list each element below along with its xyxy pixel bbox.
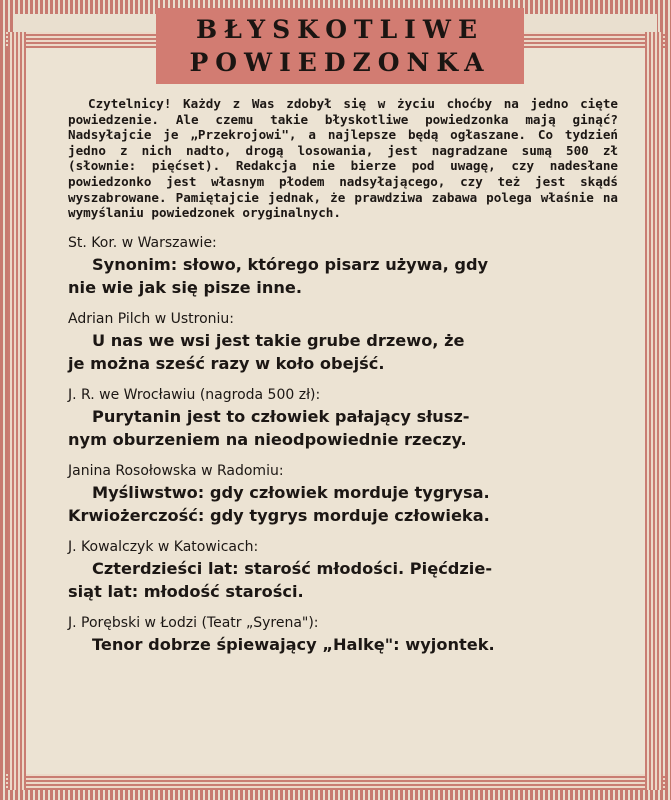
saying-line: U nas we wsi jest takie grube drzewo, że — [92, 330, 465, 350]
saying-entry — [68, 461, 618, 527]
saying-author: Janina Rosołowska w Radomiu: — [68, 462, 284, 479]
saying-entry — [68, 613, 618, 656]
saying-line: Synonim: słowo, którego pisarz używa, gdy — [92, 254, 489, 274]
saying-entry — [68, 309, 618, 375]
saying-line: nie wie jak się pisze inne. — [68, 277, 303, 297]
saying-author: J. R. we Wrocławiu (nagroda 500 zł): — [68, 386, 321, 403]
saying-text — [68, 329, 618, 375]
decorative-border-bottom — [6, 774, 665, 790]
decorative-border-left — [8, 32, 26, 790]
saying-text — [68, 557, 618, 603]
saying-line: siąt lat: młodość starości. — [68, 581, 304, 601]
column-content — [68, 96, 618, 666]
saying-text — [68, 481, 618, 527]
saying-line: Tenor dobrze śpiewający „Halkę": wyjontek. — [92, 634, 495, 654]
saying-line: Myśliwstwo: gdy człowiek morduje tygrysa. — [92, 482, 490, 502]
saying-author: Adrian Pilch w Ustroniu: — [68, 310, 234, 327]
saying-author: J. Kowalczyk w Katowicach: — [68, 538, 259, 555]
saying-entry — [68, 385, 618, 451]
saying-entry — [68, 537, 618, 603]
saying-line: Purytanin jest to człowiek pałający słusz- — [92, 406, 470, 426]
saying-text — [68, 405, 618, 451]
saying-author: J. Porębski w Łodzi (Teatr „Syrena"): — [68, 614, 319, 631]
saying-text — [68, 253, 618, 299]
saying-entry — [68, 233, 618, 299]
column-title-box — [156, 8, 524, 84]
decorative-border-right — [645, 32, 663, 790]
saying-author: St. Kor. w Warszawie: — [68, 234, 217, 251]
intro-paragraph: Czytelnicy! Każdy z Was zdobył się w życiu choćby na jedno cięte powiedzenie. Ale czemu takie błyskotliwe powiedzonka mają ginąć? Nadsyłajcie je „Przekrojowi", a najlepsze będą ogłaszane. Co tydzień jedno z nich nadto, drogą losowania, jest nagradzane sumą 500 zł (słownie: pięćset). Redakcja nie bierze pod uwagę, czy nadesłane powiedzonko jest własnym płodem nadsyłającego, czy też jest skądś wyszabrowane. Pamiętajcie jednak, że prawdziwa zabawa polega właśnie na wymyślaniu powiedzonek oryginalnych. — [68, 96, 618, 221]
saying-line: je można sześć razy w koło obejść. — [68, 353, 385, 373]
saying-line: nym oburzeniem na nieodpowiednie rzeczy. — [68, 429, 467, 449]
saying-line: Krwiożerczość: gdy tygrys morduje człowieka. — [68, 505, 490, 525]
saying-line: Czterdzieści lat: starość młodości. Pięćdzie- — [92, 558, 493, 578]
column-title-line-2: POWIEDZONKA — [189, 48, 491, 77]
column-title-line-1: BŁYSKOTLIWE — [195, 15, 485, 44]
saying-text — [68, 633, 618, 656]
